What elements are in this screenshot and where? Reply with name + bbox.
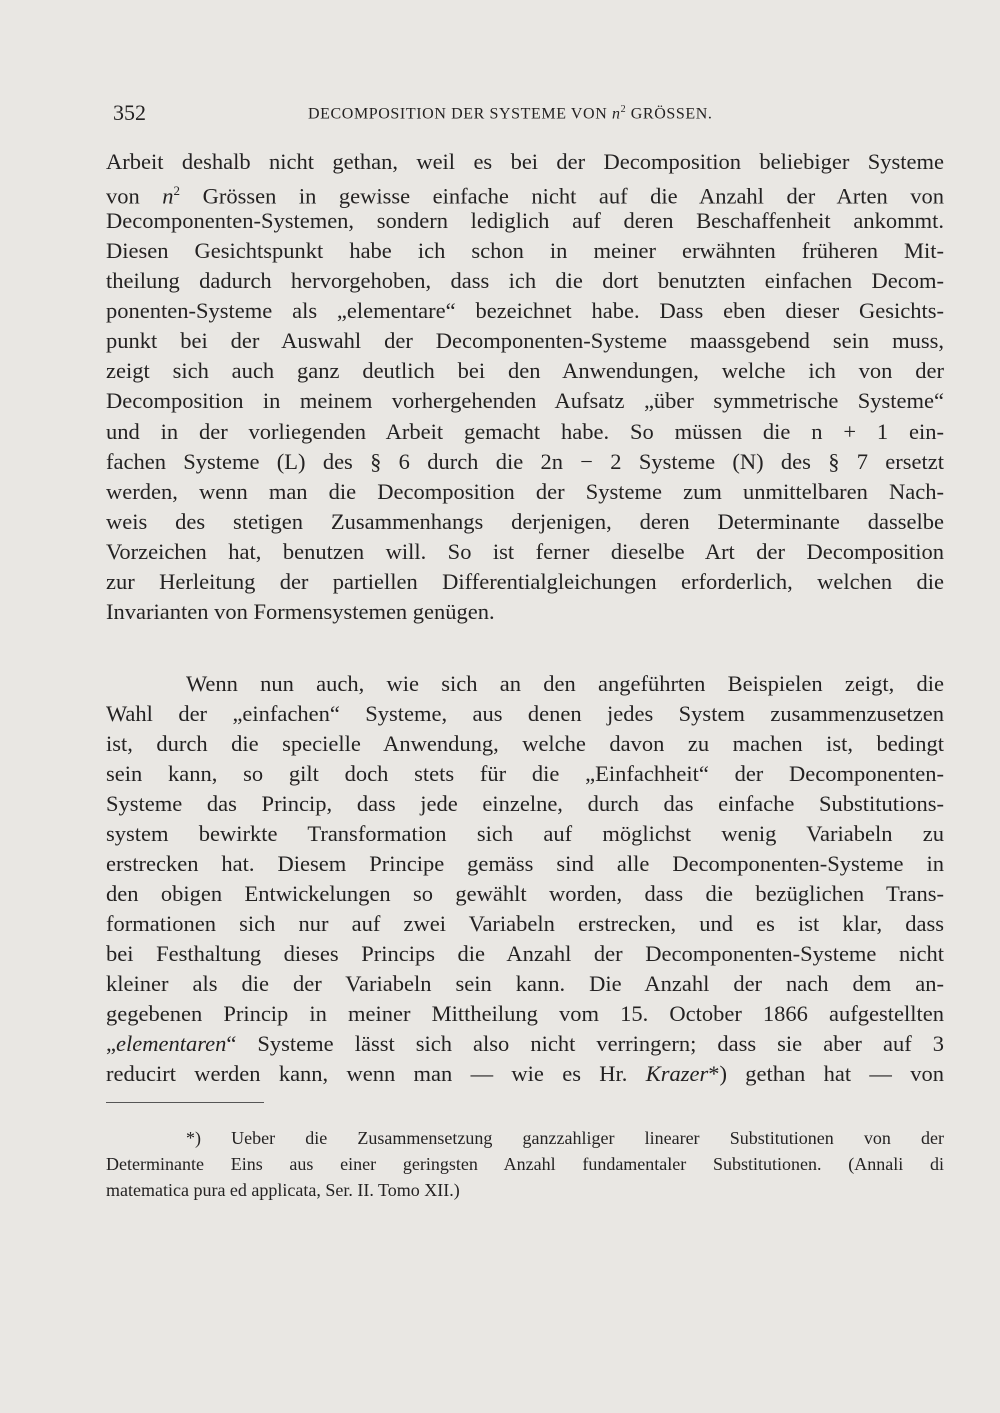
text-line: formationen sich nur auf zwei Variabeln erstrecken, und es ist klar, dass	[106, 911, 944, 936]
text-line: gegebenen Princip in meiner Mittheilung vom 15. October 1866 aufgestellten	[106, 1001, 944, 1026]
page-header	[113, 100, 943, 130]
math-var: n	[162, 183, 174, 209]
text-line: Diesen Gesichtspunkt habe ich schon in meiner erwähnten früheren Mit-	[106, 238, 944, 263]
math-exp: 2	[173, 183, 181, 198]
text-line	[106, 1030, 944, 1058]
text-line: fachen Systeme (L) des § 6 durch die 2n − 2 Systeme (N) des § 7 ersetzt	[106, 449, 944, 474]
text-span: von	[106, 183, 163, 209]
text-line: Decomponenten-Systemen, sondern lediglich auf deren Beschaffenheit ankommt.	[106, 208, 944, 233]
text-span: *) gethan hat — von	[708, 1061, 944, 1086]
text-line: bei Festhaltung dieses Princips die Anzahl der Decomponenten-Systeme nicht	[106, 941, 944, 966]
text-line: sein kann, so gilt doch stets für die „Einfachheit“ der Decomponenten-	[106, 761, 944, 786]
text-span: “ Systeme lässt sich also nicht verringern; dass sie aber auf 3	[226, 1031, 944, 1056]
text-line: kleiner als die der Variabeln sein kann. Die Anzahl der nach dem an-	[106, 971, 944, 996]
text-span: reducirt werden kann, wenn man — wie es Hr.	[106, 1061, 646, 1086]
author-name: Krazer	[645, 1061, 709, 1086]
text-line: Vorzeichen hat, benutzen will. So ist ferner dieselbe Art der Decomposition	[106, 539, 944, 564]
text-line: zeigt sich auch ganz deutlich bei den Anwendungen, welche ich von der	[106, 358, 944, 383]
text-line: zur Herleitung der partiellen Differentialgleichungen erforderlich, welchen die	[106, 569, 944, 594]
text-line: und in der vorliegenden Arbeit gemacht habe. So müssen die n + 1 ein-	[106, 419, 944, 444]
text-line	[106, 1060, 944, 1088]
emphasis-text: elementaren	[116, 1031, 227, 1056]
footnote-line: matematica pura ed applicata, Ser. II. Tomo XII.)	[106, 1180, 460, 1200]
text-line: werden, wenn man die Decomposition der Systeme zum unmittelbaren Nach-	[106, 479, 944, 504]
running-title-part: GRÖSSEN.	[626, 105, 713, 123]
text-line: Systeme das Princip, dass jede einzelne, durch das einfache Substitutions-	[106, 791, 944, 816]
text-span: Grössen in gewisse einfache nicht auf die Anzahl der Arten von	[180, 183, 945, 209]
text-line: system bewirkte Transformation sich auf möglichst wenig Variabeln zu	[106, 821, 944, 846]
footnote-line: Determinante Eins aus einer geringsten Anzahl fundamentaler Substitutionen. (Annali di	[106, 1154, 944, 1174]
running-title-var: n	[611, 105, 621, 123]
text-line: den obigen Entwickelungen so gewählt worden, dass die bezüglichen Trans-	[106, 881, 944, 906]
text-line	[106, 177, 944, 211]
page-number: 352	[113, 100, 146, 125]
text-line: ponenten-Systeme als „elementare“ bezeichnet habe. Dass eben dieser Gesichts-	[106, 298, 944, 323]
text-line: theilung dadurch hervorgehoben, dass ich die dort benutzten einfachen Decom-	[106, 268, 944, 293]
running-title	[308, 104, 712, 123]
text-line: Invarianten von Formensystemen genügen.	[106, 599, 495, 624]
text-line: weis des stetigen Zusammenhangs derjenigen, deren Determinante dasselbe	[106, 509, 944, 534]
text-line: Arbeit deshalb nicht gethan, weil es bei der Decomposition beliebiger Systeme	[106, 149, 944, 174]
text-line: ist, durch die specielle Anwendung, welche davon zu machen ist, bedingt	[106, 731, 944, 756]
running-title-exp: 2	[620, 104, 627, 115]
text-line: erstrecken hat. Diesem Principe gemäss sind alle Decomponenten-Systeme in	[106, 851, 944, 876]
running-title-part: DECOMPOSITION DER SYSTEME VON	[308, 105, 612, 123]
text-line: Wahl der „einfachen“ Systeme, aus denen jedes System zusammenzusetzen	[106, 701, 944, 726]
text-span: „	[106, 1031, 116, 1056]
footnote-rule	[106, 1102, 264, 1103]
footnote-line: *) Ueber die Zusammensetzung ganzzahliger linearer Substitutionen von der	[186, 1128, 944, 1148]
text-line: Wenn nun auch, wie sich an den angeführten Beispielen zeigt, die	[186, 671, 944, 696]
text-line: Decomposition in meinem vorhergehenden Aufsatz „über symmetrische Systeme“	[106, 388, 944, 413]
text-line: punkt bei der Auswahl der Decomponenten-Systeme maassgebend sein muss,	[106, 328, 944, 353]
